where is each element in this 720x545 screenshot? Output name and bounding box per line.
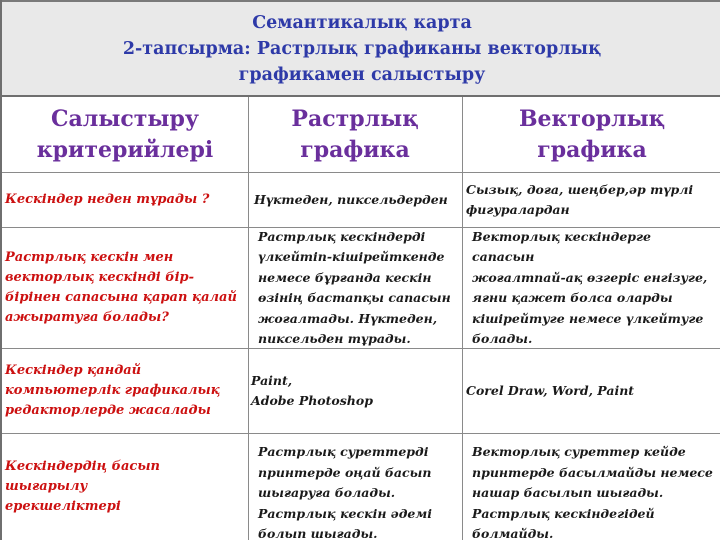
table-row-2-criterion: Растрлық кескін мен векторлық кескінді бір- бірінен сапасына қарап қалай ажыратуға болады? bbox=[5, 250, 237, 325]
table-row-1-vector: Сызық, доға, шеңбер,әр түрлі фигуралардан bbox=[466, 181, 694, 217]
column-divider bbox=[462, 97, 463, 540]
table-row-4-criterion: Кескіндердің басып шығарылу ерекшеліктері bbox=[5, 459, 161, 514]
title-line-3: графикамен салыстыру bbox=[238, 64, 486, 85]
table-row-1-raster: Нүктеден, пиксельдерден bbox=[254, 191, 448, 207]
table-title bbox=[2, 0, 720, 97]
table-row-3-criterion: Кескіндер қандай компьютерлік графикалық редакторлерде жасалады bbox=[5, 363, 220, 418]
row-divider bbox=[2, 172, 720, 173]
table-row-2-raster: Растрлық кескіндерді үлкейтіп-кішірейткенде немесе бұрғанда кескін өзінің бастапқы сапасын жоғалтады. Нүктеден, пиксельден тұрады. bbox=[258, 228, 451, 346]
table-row-1-criterion: Кескіндер неден тұрады ? bbox=[5, 192, 210, 207]
row-divider bbox=[2, 433, 720, 434]
table-row-2-vector: Векторлық кескіндерге сапасын жоғалтпай-ақ өзгеріс енгізуге, яғни қажет болса оларды кішірейтуге немесе үлкейтуге болады. bbox=[472, 228, 708, 346]
table-row-4-raster: Растрлық суреттерді принтерде оңай басып шығаруға болады. Растрлық кескін әдемі болып шығады. bbox=[258, 444, 433, 541]
title-line-1: Семантикалық карта bbox=[252, 12, 472, 33]
title-line-2: 2-тапсырма: Растрлық графиканы векторлық bbox=[122, 38, 602, 59]
table-row-3-raster: Paint, Adobe Photoshop bbox=[251, 372, 373, 408]
table-row-4-vector: Векторлық суреттер кейде принтерде басылмайды немесе нашар басылып шығады. Растрлық кескіндегідей болмайды. bbox=[472, 444, 713, 541]
row-divider bbox=[2, 227, 720, 228]
table-row-3-vector: Corel Draw, Word, Paint bbox=[466, 382, 635, 398]
column-header-criteria: Салыстыру критерийлері bbox=[36, 105, 214, 163]
column-header-vector: Векторлық графика bbox=[518, 105, 666, 163]
column-divider bbox=[248, 97, 249, 540]
row-divider bbox=[2, 348, 720, 349]
column-header-raster: Растрлық графика bbox=[291, 105, 419, 163]
